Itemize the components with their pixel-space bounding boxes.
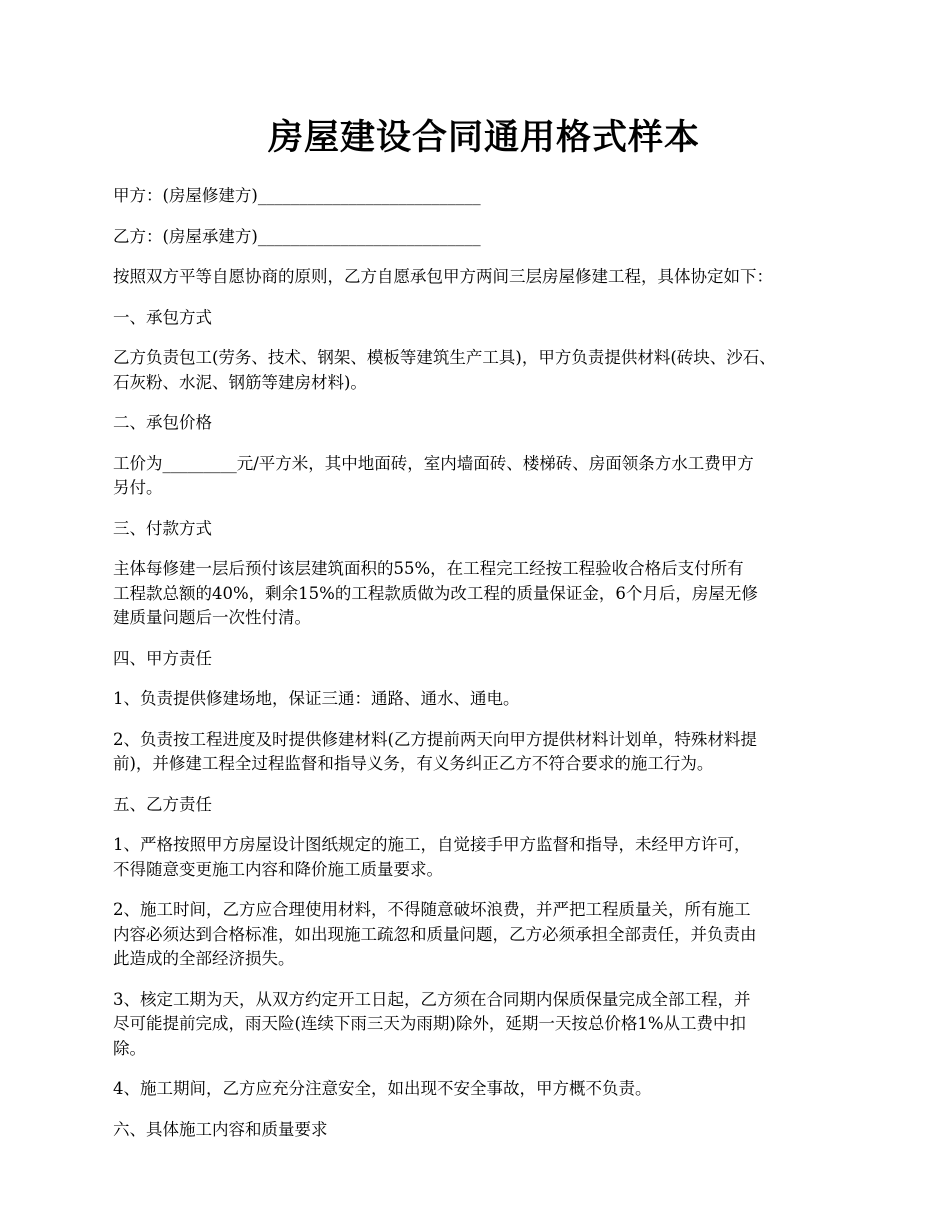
paragraph-line: 二、承包价格	[113, 413, 212, 432]
paragraph	[113, 306, 855, 331]
paragraph-line: 甲方：(房屋修建方)___________________________	[113, 186, 481, 205]
paragraph-line: 乙方负责包工(劳务、技术、钢架、模板等建筑生产工具)，甲方负责提供材料(砖块、沙石、	[113, 348, 776, 367]
paragraph	[113, 687, 855, 712]
paragraph-line: 工程款总额的40%，剩余15%的工程款质做为改工程的质量保证金，6个月后，房屋无修	[113, 583, 758, 603]
paragraph	[113, 557, 855, 631]
paragraph-line: 4、施工期间，乙方应充分注意安全，如出现不安全事故，甲方概不负责。	[113, 1079, 652, 1098]
paragraph	[113, 452, 855, 501]
paragraph-line: 主体每修建一层后预付该层建筑面积的55%，在工程完工经按工程验收合格后支付所有	[113, 559, 744, 578]
paragraph-line: 按照双方平等自愿协商的原则，乙方自愿承包甲方两间三层房屋修建工程，具体协定如下：	[113, 267, 773, 286]
paragraph	[113, 346, 855, 395]
paragraph-line: 四、甲方责任	[113, 648, 212, 668]
paragraph-line: 石灰粉、水泥、钢筋等建房材料)。	[113, 372, 367, 392]
paragraph-line: 1、负责提供修建场地，保证三通：通路、通水、通电。	[113, 689, 520, 708]
paragraph-line: 尽可能提前完成，雨天险(连续下雨三天为雨期)除外，延期一天按总价格1%从工费中扣	[113, 1014, 747, 1033]
paragraph-line: 2、施工时间，乙方应合理使用材料，不得随意破坏浪费，并严把工程质量关，所有施工	[113, 900, 751, 919]
paragraph	[113, 184, 855, 209]
paragraph	[113, 647, 855, 672]
paragraph-line: 1、严格按照甲方房屋设计图纸规定的施工，自觉接手甲方监督和指导，未经甲方许可，	[113, 835, 751, 854]
paragraph-line: 建质量问题后一次性付清。	[113, 608, 311, 627]
paragraph-line: 此造成的全部经济损失。	[113, 949, 295, 968]
paragraph	[113, 1077, 855, 1102]
document-body	[113, 184, 855, 1142]
paragraph	[113, 265, 855, 290]
paragraph	[113, 1118, 855, 1143]
paragraph-line: 除。	[113, 1038, 146, 1058]
paragraph	[113, 225, 855, 250]
paragraph	[113, 793, 855, 818]
paragraph-line: 工价为_________元/平方米，其中地面砖，室内墙面砖、楼梯砖、房面领条方水工费甲方	[113, 453, 754, 473]
document-title: 房屋建设合同通用格式样本	[267, 117, 700, 158]
paragraph	[113, 411, 855, 436]
paragraph	[113, 988, 855, 1062]
paragraph	[113, 517, 855, 542]
paragraph-line: 内容必须达到合格标准，如出现施工疏忽和质量问题，乙方必须承担全部责任，并负责由	[113, 924, 757, 944]
paragraph	[113, 728, 855, 777]
paragraph-line: 五、乙方责任	[113, 794, 212, 814]
paragraph-line: 三、付款方式	[113, 518, 212, 538]
paragraph-line: 3、核定工期为天，从双方约定开工日起，乙方须在合同期内保质保量完成全部工程，并	[113, 989, 751, 1009]
paragraph-line: 不得随意变更施工内容和降价施工质量要求。	[113, 859, 443, 879]
paragraph-line: 前)，并修建工程全过程监督和指导义务，有义务纠正乙方不符合要求的施工行为。	[113, 754, 714, 773]
paragraph-line: 乙方：(房屋承建方)___________________________	[113, 226, 481, 246]
paragraph-line: 另付。	[113, 478, 163, 497]
paragraph	[113, 898, 855, 972]
paragraph-line: 六、具体施工内容和质量要求	[113, 1119, 328, 1139]
paragraph-line: 一、承包方式	[113, 307, 212, 327]
paragraph	[113, 833, 855, 882]
paragraph-line: 2、负责按工程进度及时提供修建材料(乙方提前两天向甲方提供材料计划单，特殊材料提	[113, 729, 757, 749]
